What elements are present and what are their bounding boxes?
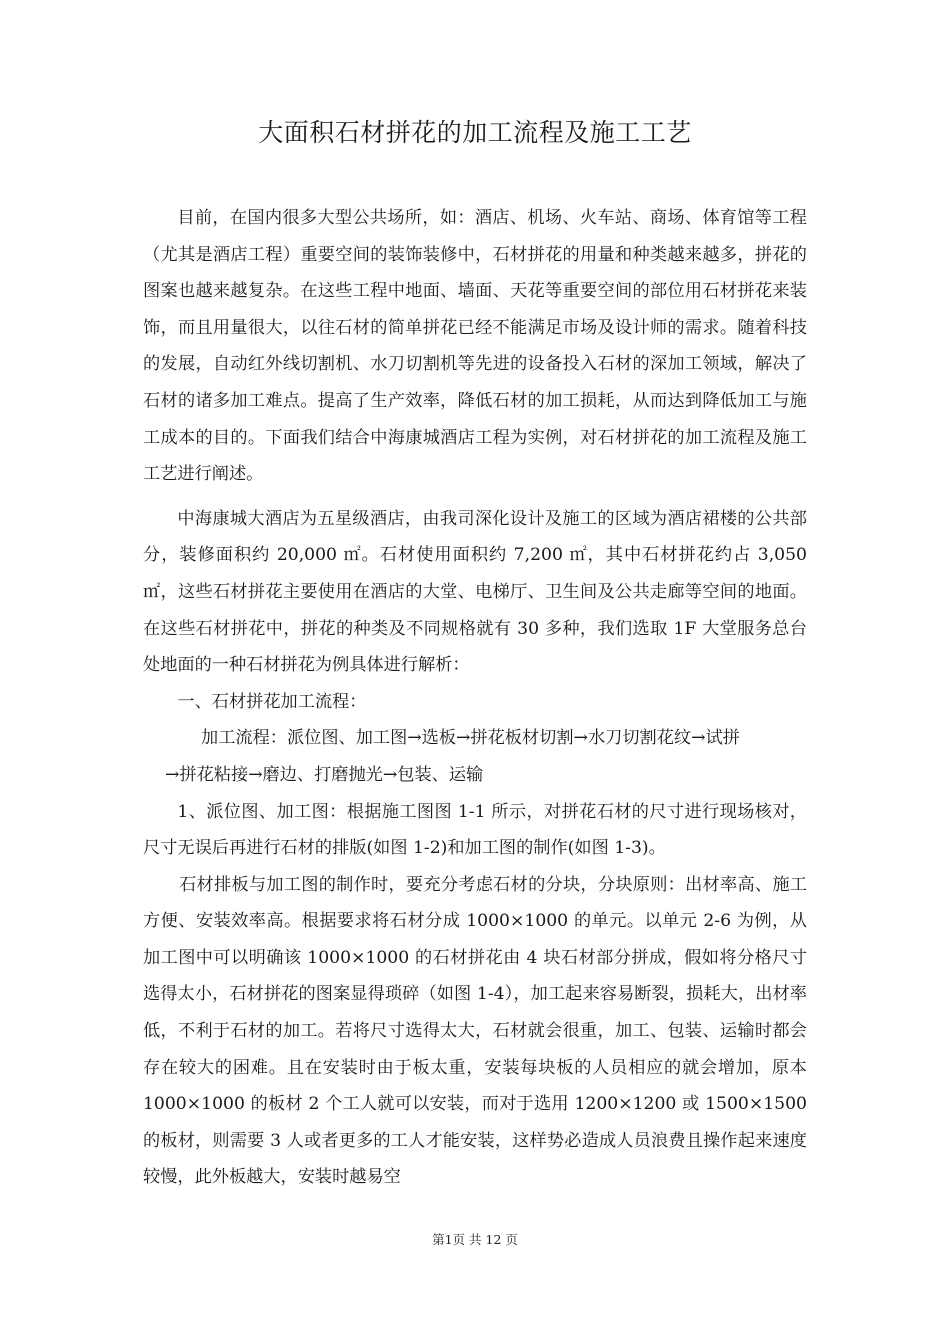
section-heading: 一、石材拼花加工流程：	[177, 691, 367, 712]
process-flow-line-2: →拼花粘接→磨边、打磨抛光→包装、运输	[165, 764, 484, 785]
page-number-footer: 第1页 共 12 页	[432, 1232, 518, 1247]
document-body	[143, 200, 807, 1196]
process-flow-line-1: 加工流程：派位图、加工图→选板→拼花板材切割→水刀切割花纹→试拼	[201, 728, 740, 749]
paragraph-intro: 目前，在国内很多大型公共场所，如：酒店、机场、火车站、商场、体育馆等工程（尤其是酒店工程）重要空间的装饰装修中，石材拼花的用量和种类越来越多，拼花的图案也越来越复杂。在这些工程中地面、墙面、天花等重要空间的部位用石材拼花来装饰，而且用量很大，以往石材的简单拼花已经不能满足市场及设计师的需求。随着科技的发展，自动红外线切割机、水刀切割机等先进的设备投入石材的深加工领域，解决了石材的诸多加工难点。提高了生产效率，降低石材的加工损耗，从而达到降低加工与施工成本的目的。下面我们结合中海康城酒店工程为实例，对石材拼花的加工流程及施工工艺进行阐述。	[143, 208, 807, 485]
document-title: 大面积石材拼花的加工流程及施工工艺	[258, 118, 692, 147]
paragraph-project: 中海康城大酒店为五星级酒店，由我司深化设计及施工的区域为酒店裙楼的公共部分，装修面积约 20,000 ㎡。石材使用面积约 7,200 ㎡，其中石材拼花约占 3,050 ㎡，这些石材拼花主要使用在酒店的大堂、电梯厅、卫生间及公共走廊等空间的地面。在这些石材拼花中，拼花的种类及不同规格就有 30 多种，我们选取 1F 大堂服务总台处地面的一种石材拼花为例具体进行解析：	[143, 508, 807, 676]
paragraph-layout-principles: 石材排板与加工图的制作时，要充分考虑石材的分块，分块原则：出材率高、施工方便、安装效率高。根据要求将石材分成 1000×1000 的单元。以单元 2-6 为例，从加工图中可以明确该 1000×1000 的石材拼花由 4 块石材部分拼成，假如将分格尺寸选得太小，石材拼花的图案显得琐碎（如图 1-4），加工起来容易断裂，损耗大，出材率低，不利于石材的加工。若将尺寸选得太大，石材就会很重，加工、包装、运输时都会存在较大的困难。且在安装时由于板太重，安装每块板的人员相应的就会增加，原本 1000×1000 的板材 2 个工人就可以安装，而对于选用 1200×1200 或 1500×1500 的板材，则需要 3 人或者更多的工人才能安装，这样势必造成人员浪费且操作起来速度较慢，此外板越大，安装时越易空	[143, 874, 807, 1188]
paragraph-step-1: 1、派位图、加工图：根据施工图图 1-1 所示，对拼花石材的尺寸进行现场核对，尺寸无误后再进行石材的排版(如图 1-2)和加工图的制作(如图 1-3)。	[143, 801, 807, 859]
